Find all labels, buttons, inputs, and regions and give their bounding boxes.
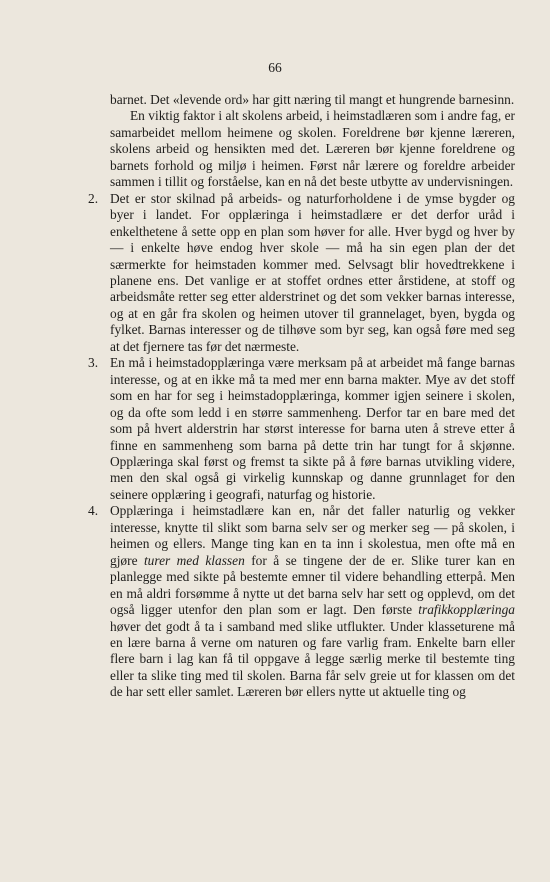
emphasis-turer-med-klassen: turer med klassen — [143, 552, 245, 568]
intro-continuation: barnet. Det «levende ord» har gitt næring til mangt et hungrende barnesinn. — [110, 92, 515, 107]
item-text-part: Opplæringa i heimstadlære kan en, når det faller naturlig og vekker interesse, knytte til slikt som barna selv ser og merker seg — på skolen, i heimen og ellers. Mange ting kan en ta inn i skolestua, men ofte må en gjøre — [110, 503, 515, 568]
item-number: 4. — [88, 503, 99, 519]
item-text: Det er stor skilnad på arbeids- og naturforholdene i de ymse bygder og byer i landet. For opplæringa i heimstadlære er det derfor uråd i enkelthetene å sette opp en plan som høver for alle. Hver bygd og hver by — i enkelte høve endog hver skole — må ha sin egen plan der det særmerkte for heimstaden kommer med. Selvsagt blir hovedtrekkene i planene ens. Det vanlige er at stoffet ordnes etter årstidene, at stoff og arbeidsmåte retter seg etter alderstrinet og det som vekker barnas interesse, og at en går fra skolen og heimen utover til grannelaget, byen, bygda og fylket. Barnas interesser og de tilhøve som byr seg, kan også føre med seg at det fjernere tas før det nærmeste. — [110, 190, 515, 354]
list-item-2 — [88, 191, 515, 356]
page-body — [88, 92, 515, 701]
list-item-4 — [88, 503, 515, 700]
item-text — [110, 503, 515, 700]
item-text-part: for å se tingene der de er. Slike turer kan en planlegge med sikte på bestemte emner til videre behandling etterpå. Men en må aldri forsømme å nytte ut det barna selv har sett og opplevd, om det også ligger utenfor den plan som er lagt. Den første — [110, 552, 515, 618]
list-item-3 — [88, 355, 515, 503]
intro-paragraph: En viktig faktor i alt skolens arbeid, i heimstadlæren som i andre fag, er samarbeidet mellom heimene og skolen. Foreldrene bør kjenne læreren, skolens arbeid og hensikten med det. Læreren bør kjenne foreldrene og barnets forhold og miljø i heimen. Først når lærere og foreldre arbeider sammen i tillit og forståelse, kan en nå det beste utbytte av undervisningen. — [110, 108, 515, 190]
item-number: 3. — [88, 355, 99, 371]
item-text: En må i heimstadopplæringa være merksam på at arbeidet må fange barnas interesse, og at en ikke må ta med mer enn barna makter. Mye av det stoff som en har for seg i heimstadopplæringa, kommer igjen seinere i skolen, og da ofte som ledd i en større sammenheng. Derfor tar en bare med det som på hvert alderstrin har størst interesse for barna uten å streve etter å finne en sammenheng som barna på dette trin har tungt for å skjønne. Opplæringa skal først og fremst ta sikte på å føre barnas utvikling videre, men den skal også gi virkelig kunnskap og danne grunnlaget for den seinere opplæring i geografi, naturfag og historie. — [110, 355, 515, 502]
page-number: 66 — [268, 60, 282, 75]
emphasis-trafikkopplaeringa: trafikkopplæringa — [418, 602, 515, 618]
item-number: 2. — [88, 190, 99, 206]
item-text-part: høver det godt å ta i samband med slike utflukter. Under klasseturene må en lære barna å verne om naturen og fare varlig fram. Enkelte barn eller flere barn i lag kan få til oppgave å legge særlig merke til bestemte ting eller ta slike ting med til skolen. Barna får selv greie ut for klassen om det de har sett eller samlet. Læreren bør ellers nytte ut aktuelle ting og — [110, 618, 515, 700]
